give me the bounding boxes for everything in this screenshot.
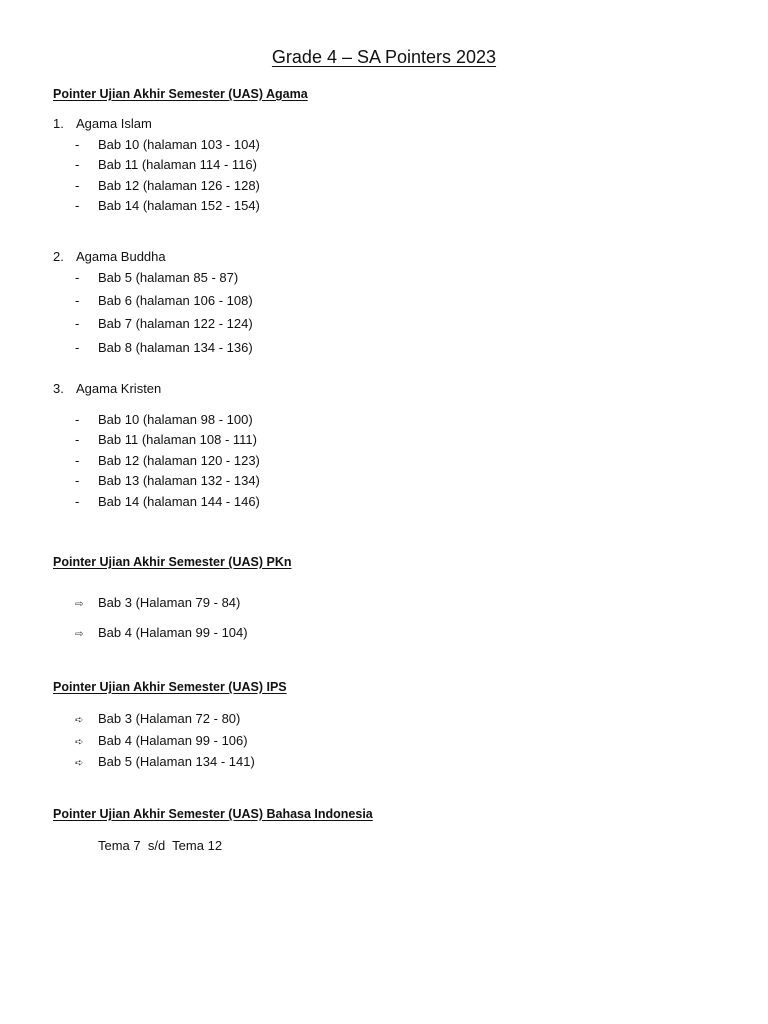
list-item bbox=[75, 198, 260, 213]
list-item-text: Bab 5 (Halaman 134 - 141) bbox=[98, 754, 255, 769]
dash-marker: - bbox=[75, 157, 80, 172]
list-item bbox=[75, 625, 248, 640]
list-item bbox=[75, 494, 260, 509]
section-number: 2. bbox=[53, 249, 64, 264]
dash-marker: - bbox=[75, 178, 80, 193]
list-item bbox=[75, 733, 248, 748]
arrow-right-icon: ➪ bbox=[75, 737, 84, 748]
dash-marker: - bbox=[75, 412, 80, 427]
list-item-text: Bab 13 (halaman 132 - 134) bbox=[98, 473, 260, 488]
list-item bbox=[75, 595, 240, 610]
ips-heading: Pointer Ujian Akhir Semester (UAS) IPS bbox=[53, 680, 287, 694]
list-item bbox=[75, 432, 257, 447]
agama-heading: Pointer Ujian Akhir Semester (UAS) Agama bbox=[53, 87, 308, 101]
dash-marker: - bbox=[75, 432, 80, 447]
page-title: Grade 4 – SA Pointers 2023 bbox=[271, 47, 497, 67]
list-item bbox=[75, 157, 257, 172]
list-item bbox=[75, 412, 253, 427]
dash-marker: - bbox=[75, 270, 80, 285]
bahasa-range-text: Tema 7 s/d Tema 12 bbox=[98, 838, 223, 853]
dash-marker: - bbox=[75, 473, 80, 488]
list-item-text: Bab 10 (halaman 98 - 100) bbox=[98, 412, 253, 427]
pkn-heading: Pointer Ujian Akhir Semester (UAS) PKn bbox=[53, 555, 292, 569]
arrow-right-icon: ➪ bbox=[75, 715, 84, 726]
list-item-text: Bab 4 (Halaman 99 - 104) bbox=[98, 625, 248, 640]
list-item-text: Bab 3 (Halaman 72 - 80) bbox=[98, 711, 241, 726]
section-number: 3. bbox=[53, 381, 64, 396]
list-item-text: Bab 5 (halaman 85 - 87) bbox=[98, 270, 239, 285]
list-item-text: Bab 14 (halaman 152 - 154) bbox=[98, 198, 260, 213]
section-name: Agama Islam bbox=[76, 116, 152, 131]
list-item bbox=[75, 137, 260, 152]
list-item-text: Bab 11 (halaman 114 - 116) bbox=[98, 157, 257, 172]
dash-marker: - bbox=[75, 316, 80, 331]
list-item-text: Bab 3 (Halaman 79 - 84) bbox=[98, 595, 241, 610]
arrow-right-icon: ➪ bbox=[75, 758, 84, 769]
list-item-text: Bab 8 (halaman 134 - 136) bbox=[98, 340, 253, 355]
list-item-text: Bab 12 (halaman 120 - 123) bbox=[98, 453, 260, 468]
list-item-text: Bab 6 (halaman 106 - 108) bbox=[98, 293, 253, 308]
dash-marker: - bbox=[75, 198, 80, 213]
dash-marker: - bbox=[75, 137, 80, 152]
dash-marker: - bbox=[75, 340, 80, 355]
dash-marker: - bbox=[75, 494, 80, 509]
list-item bbox=[75, 293, 253, 308]
section-number: 1. bbox=[53, 116, 64, 131]
section-name: Agama Kristen bbox=[76, 381, 162, 396]
section-islam-title bbox=[53, 116, 152, 131]
dash-marker: - bbox=[75, 453, 80, 468]
list-item bbox=[75, 178, 260, 193]
list-item bbox=[75, 270, 238, 285]
section-buddha-title bbox=[53, 249, 166, 264]
dash-marker: - bbox=[75, 293, 80, 308]
section-kristen-title bbox=[53, 381, 161, 396]
arrow-right-icon: ⇨ bbox=[75, 629, 84, 640]
list-item-text: Bab 4 (Halaman 99 - 106) bbox=[98, 733, 248, 748]
list-item-text: Bab 11 (halaman 108 - 111) bbox=[98, 432, 257, 447]
list-item-text: Bab 12 (halaman 126 - 128) bbox=[98, 178, 260, 193]
arrow-right-icon: ⇨ bbox=[75, 599, 84, 610]
section-name: Agama Buddha bbox=[76, 249, 166, 264]
list-item bbox=[75, 340, 253, 355]
bahasa-heading: Pointer Ujian Akhir Semester (UAS) Bahasa Indonesia bbox=[53, 807, 373, 821]
list-item-text: Bab 7 (halaman 122 - 124) bbox=[98, 316, 253, 331]
list-item bbox=[75, 453, 260, 468]
list-item bbox=[75, 754, 255, 769]
list-item bbox=[75, 316, 253, 331]
list-item bbox=[75, 711, 240, 726]
list-item-text: Bab 10 (halaman 103 - 104) bbox=[98, 137, 260, 152]
list-item-text: Bab 14 (halaman 144 - 146) bbox=[98, 494, 260, 509]
list-item bbox=[75, 473, 260, 488]
